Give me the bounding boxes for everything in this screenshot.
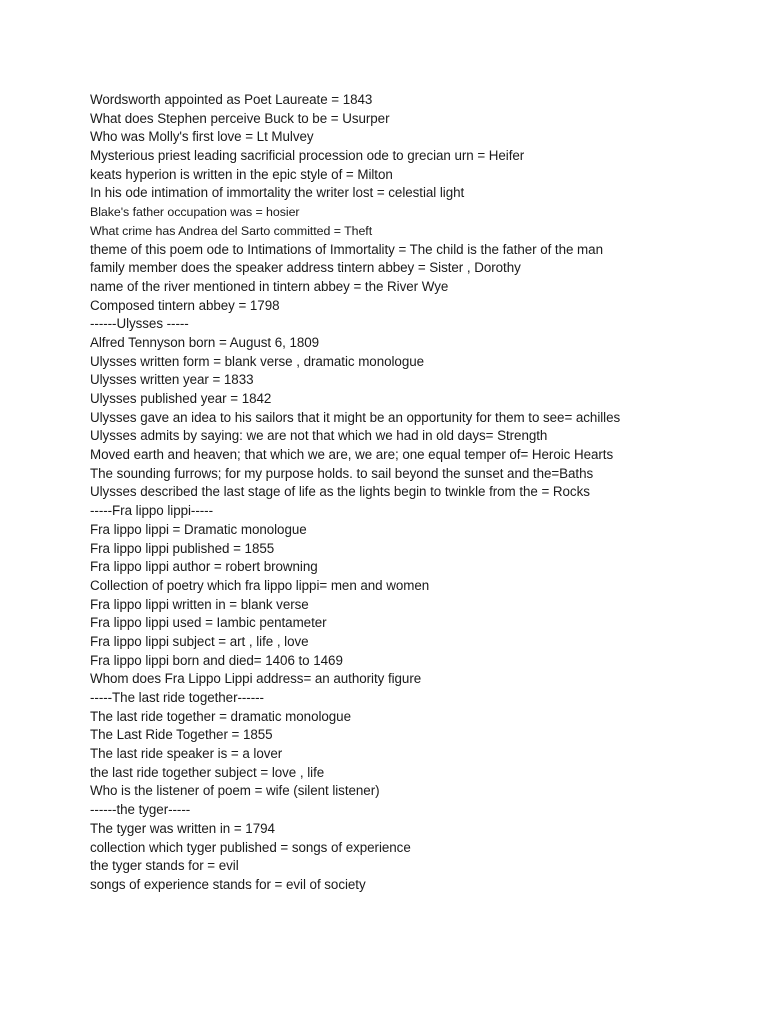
note-line: The sounding furrows; for my purpose holds. to sail beyond the sunset and the=Baths	[90, 465, 594, 481]
note-line: Fra lippo lippi written in = blank verse	[90, 596, 309, 612]
note-line: the last ride together subject = love , life	[90, 764, 325, 780]
note-line: the tyger stands for = evil	[90, 858, 239, 874]
note-line: Fra lippo lippi author = robert browning	[90, 559, 318, 575]
note-line: Fra lippo lippi born and died= 1406 to 1469	[90, 652, 343, 668]
note-line: Fra lippo lippi published = 1855	[90, 540, 275, 556]
note-line: The tyger was written in = 1794	[90, 820, 275, 836]
note-line: What does Stephen perceive Buck to be = Usurper	[90, 110, 390, 126]
note-line: The last ride speaker is = a lover	[90, 746, 283, 762]
note-line: Mysterious priest leading sacrificial procession ode to grecian urn = Heifer	[90, 148, 525, 164]
note-line: Wordsworth appointed as Poet Laureate = 1843	[90, 92, 373, 107]
note-line: The Last Ride Together = 1855	[90, 727, 273, 743]
note-line: Ulysses written form = blank verse , dramatic monologue	[90, 353, 425, 369]
note-line: Fra lippo lippi subject = art , life , love	[90, 633, 309, 649]
note-line: Blake's father occupation was = hosier	[90, 205, 300, 220]
note-line: -----Fra lippo lippi-----	[90, 503, 213, 519]
note-line: Alfred Tennyson born = August 6, 1809	[90, 334, 320, 350]
note-line: ------Ulysses -----	[90, 316, 189, 332]
note-line: Ulysses gave an idea to his sailors that it might be an opportunity for them to see= achilles	[90, 409, 621, 425]
note-line: Ulysses written year = 1833	[90, 372, 254, 388]
note-line: Ulysses described the last stage of life as the lights begin to twinkle from the = Rocks	[90, 484, 590, 500]
note-line: The last ride together = dramatic monologue	[90, 708, 351, 724]
note-line: Collection of poetry which fra lippo lippi= men and women	[90, 577, 430, 593]
note-line: Fra lippo lippi used = Iambic pentameter	[90, 615, 327, 631]
note-line: -----The last ride together------	[90, 690, 264, 705]
note-line: Who is the listener of poem = wife (silent listener)	[90, 783, 380, 799]
note-line: Fra lippo lippi = Dramatic monologue	[90, 521, 307, 537]
note-line: In his ode intimation of immortality the writer lost = celestial light	[90, 185, 465, 201]
notes-list	[90, 91, 750, 895]
note-line: Composed tintern abbey = 1798	[90, 297, 280, 313]
note-line: family member does the speaker address tintern abbey = Sister , Dorothy	[90, 260, 521, 276]
note-line: collection which tyger published = songs of experience	[90, 839, 411, 855]
note-line: Whom does Fra Lippo Lippi address= an authority figure	[90, 671, 422, 687]
note-line: theme of this poem ode to Intimations of Immortality = The child is the father of the man	[90, 241, 603, 257]
note-line: name of the river mentioned in tintern abbey = the River Wye	[90, 278, 449, 294]
note-line: Moved earth and heaven; that which we are, we are; one equal temper of= Heroic Hearts	[90, 447, 614, 463]
note-line: keats hyperion is written in the epic style of = Milton	[90, 166, 393, 182]
note-line: What crime has Andrea del Sarto committed = Theft	[90, 223, 373, 238]
note-line: ------the tyger-----	[90, 802, 191, 818]
note-line: Ulysses published year = 1842	[90, 391, 272, 406]
note-line: Ulysses admits by saying: we are not that which we had in old days= Strength	[90, 428, 548, 444]
note-line: Who was Molly's first love = Lt Mulvey	[90, 129, 314, 145]
note-line: songs of experience stands for = evil of society	[90, 876, 366, 892]
